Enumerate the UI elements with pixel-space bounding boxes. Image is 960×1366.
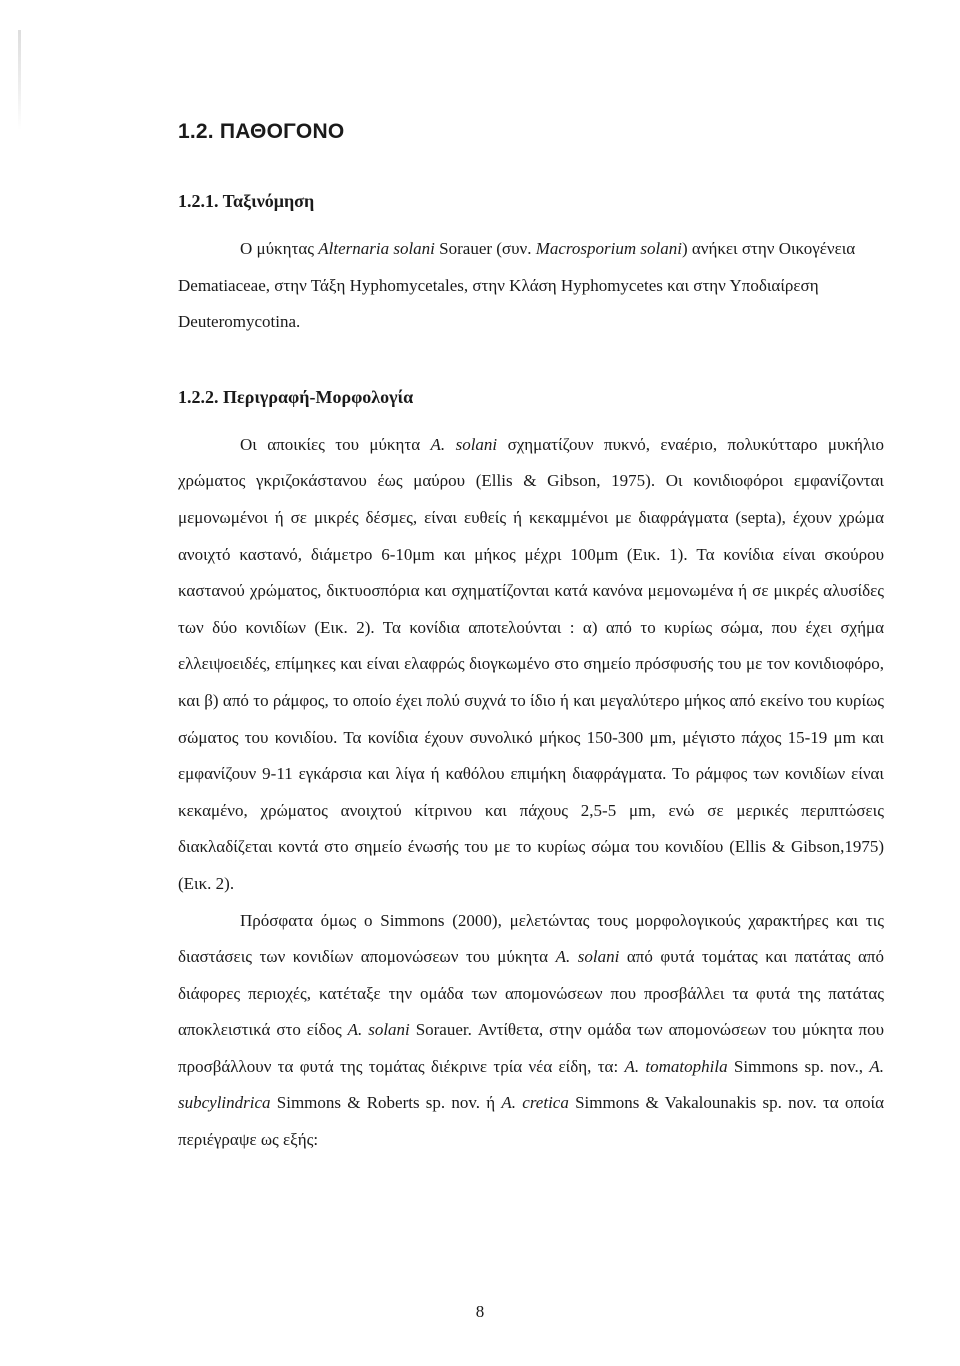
taxonomy-paragraph — [178, 231, 884, 341]
italic-term: A. solani — [430, 434, 498, 454]
text-run: από φυτά τομάτας και πατάτας από διάφορες περιοχές, κατέταξε την ομάδα των απομονώσεων που προσβάλλει τα φυτά της πατάτας αποκλειστικά στο είδος — [178, 947, 884, 1040]
italic-term: A. solani — [347, 1020, 410, 1040]
text-run: σχηματίζουν πυκνό, εναέριο, πολυκύτταρο μυκήλιο χρώματος γκριζοκάστανου έως μαύρου (Ellis & Gibson, 1975). Οι κονιδιοφόροι εμφανίζονται μεμονωμένοι ή σε μικρές δέσμες, είναι ευθείς ή κεκαμμένοι με διαφράγματα (septa), έχουν χρώμα ανοιχτό καστανό, διάμετρο 6-10μm και μήκος μέχρι 100μm (Εικ. 1). Τα κονίδια είναι σκούρου καστανού χρώματος, δικτυοσπόρια και σχηματίζονται κατά κανόνα μεμονωμένα ή σε μικρές αλυσίδες των δύο κονιδίων (Εικ. 2). Τα κονίδια αποτελούνται : α) από το κυρίως σώμα, που έχει σχήμα ελλειψοειδές, επίμηκες και είναι ελαφρώς διογκωμένο στο σημείο πρόσφυσής του με τον κονιδιοφόρο, και β) από το ράμφος, το οποίο έχει πολύ συχνά το ίδιο ή και μεγαλύτερο μήκος από εκείνο του κυρίως σώματος του κονιδίου. Τα κονίδια έχουν συνολικό μήκος 150-300 μm, μέγιστο πάχος 15-19 μm και εμφανίζουν 9-11 εγκάρσια και λίγα ή καθόλου επιμήκη διαφράγματα. Το ράμφος των κονιδίων είναι κεκαμένο, χρώματος ανοιχτού κίτρινου και πάχους 2,5-5 μm, ενώ σε μερικές περιπτώσεις διακλαδίζεται κοντά στο σημείο ένωσής του με το κυρίως σώμα του κονιδίου (Ellis & Gibson,1975) (Εικ. 2). — [178, 434, 884, 893]
subsection-heading-taxonomy: 1.2.1. Ταξινόμηση — [178, 191, 315, 211]
scan-edge-shadow — [18, 30, 21, 130]
italic-term: Alternaria solani — [318, 239, 435, 258]
subsection-heading-morphology: 1.2.2. Περιγραφή-Μορφολογία — [178, 386, 414, 407]
section-heading: 1.2. ΠΑΘΟΓΟΝΟ — [178, 120, 345, 143]
text-run: Ο μύκητας — [240, 239, 319, 258]
text-run: Sorauer (συν. — [434, 239, 536, 258]
text-run: Simmons & Vakalounakis sp. nov. τα οποία περιέγραψε ως εξής: — [178, 1093, 885, 1150]
simmons-paragraph — [178, 903, 884, 1159]
page-number: 8 — [475, 1302, 485, 1321]
italic-term: Macrosporium solani — [535, 239, 682, 258]
italic-term: A. tomatophila — [624, 1056, 728, 1076]
italic-term: A. cretica — [501, 1093, 569, 1113]
text-run: ) ανήκει στην Οικογένεια Dematiaceae, στην Τάξη Hyphomycetales, στην Κλάση Hyphomycetes και στην Υποδιαίρεση Deuteromycotina. — [178, 239, 856, 332]
document-page — [178, 112, 884, 1159]
text-run: Οι αποικίες του μύκητα — [240, 434, 431, 454]
text-run: Simmons & Roberts sp. nov. ή — [270, 1093, 502, 1113]
italic-term: A. solani — [555, 947, 620, 967]
text-run: Πρόσφατα όμως ο Simmons (2000), μελετώντας τους μορφολογικούς χαρακτήρες και τις διαστάσεις των κονιδίων απομονώσεων του μύκητα — [178, 910, 884, 967]
italic-term: A. subcylindrica — [178, 1056, 884, 1113]
text-run: Simmons sp. nov., — [727, 1056, 870, 1076]
text-run: Sorauer. Αντίθετα, στην ομάδα των απομονώσεων του μύκητα που προσβάλλουν τα φυτά της τομάτας διέκρινε τρία νέα είδη, τα: — [178, 1020, 884, 1076]
morphology-paragraph — [178, 427, 884, 903]
